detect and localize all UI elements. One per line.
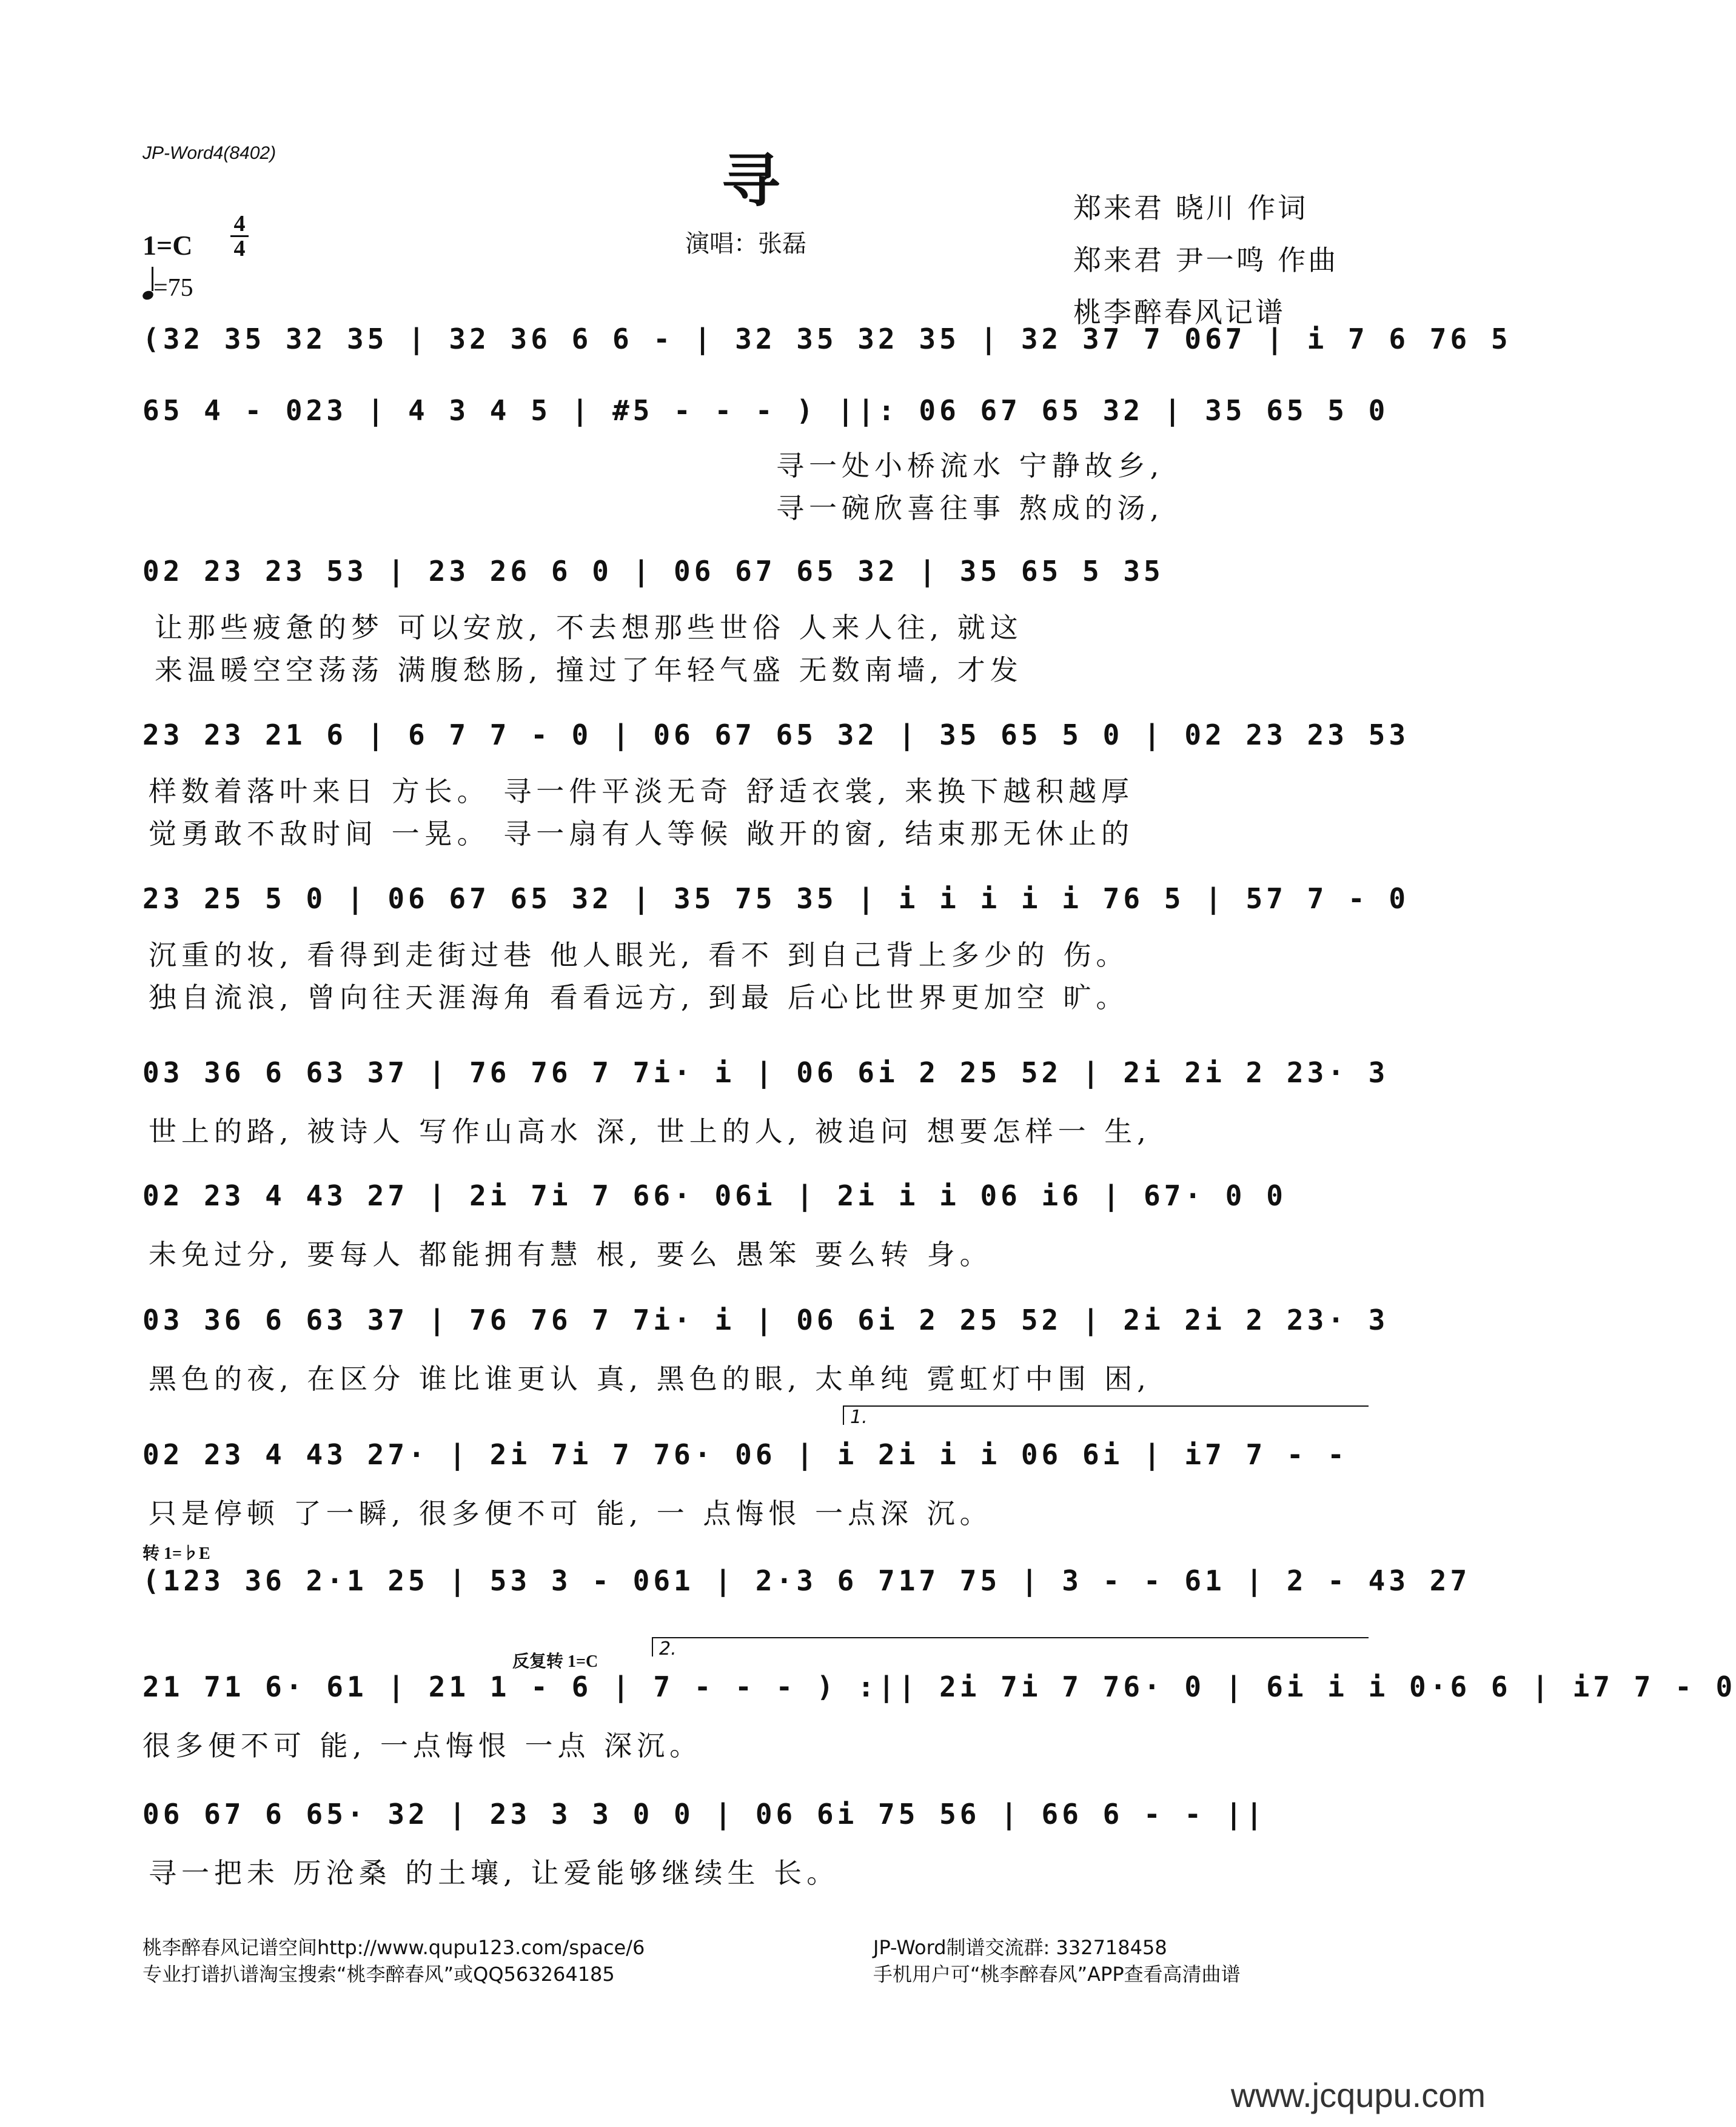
notation-line: 02 23 4 43 27· | 2i 7i 7 76· 06 | i 2i i i 06 6i | i7 7 - - bbox=[142, 1438, 1348, 1471]
footer-website: 桃李醉春风记谱空间http://www.qupu123.com/space/6 bbox=[142, 1936, 645, 1959]
lyric-verse-1: 样数着落叶来日 方长。 寻一件平淡无奇 舒适衣裳, 来换下越积越厚 bbox=[149, 775, 1134, 808]
time-signature bbox=[230, 213, 249, 259]
quarter-note-icon bbox=[141, 289, 155, 301]
key-signature: 1=C bbox=[142, 230, 193, 261]
watermark: www.jcqupu.com bbox=[1230, 2076, 1486, 2114]
lyric-verse-2: 独自流浪, 曾向往天涯海角 看看远方, 到最 后心比世界更加空 旷。 bbox=[149, 981, 1129, 1014]
lyric-line: 黑色的夜, 在区分 谁比谁更认 真, 黑色的眼, 太单纯 霓虹灯中围 困, bbox=[149, 1362, 1151, 1395]
notation-line: (32 35 32 35 | 32 36 6 6 - | 32 35 32 35 | 32 37 7 067 | i 7 6 76 5 bbox=[142, 323, 1512, 355]
notation-line: 02 23 4 43 27 | 2i 7i 7 66· 06i | 2i i i 06 i6 | 67· 0 0 bbox=[142, 1179, 1287, 1212]
notation-line: 03 36 6 63 37 | 76 76 7 7i· i | 06 6i 2 25 52 | 2i 2i 2 23· 3 bbox=[142, 1056, 1389, 1089]
lyric-line: 很多便不可 能, 一点悔恨 一点 深沉。 bbox=[142, 1729, 703, 1762]
footer-left bbox=[142, 1934, 645, 1988]
footer-right bbox=[873, 1934, 1241, 1988]
footer-taobao: 专业打谱扒谱淘宝搜索“桃李醉春风”或QQ563264185 bbox=[142, 1963, 615, 1986]
lyric-verse-2: 觉勇敢不敌时间 一晃。 寻一扇有人等候 敞开的窗, 结束那无休止的 bbox=[149, 817, 1134, 850]
tempo-value: =75 bbox=[153, 274, 193, 302]
lyric-line: 只是停顿 了一瞬, 很多便不可 能, 一 点悔恨 一点深 沉。 bbox=[149, 1497, 993, 1530]
lyric-verse-1: 寻一处小桥流水 宁静故乡, bbox=[776, 449, 1164, 482]
transcriber-credit: 桃李醉春风记谱 bbox=[1073, 296, 1285, 329]
lyric-line: 世上的路, 被诗人 写作山高水 深, 世上的人, 被追问 想要怎样一 生, bbox=[149, 1115, 1151, 1148]
notation-line: 03 36 6 63 37 | 76 76 7 7i· i | 06 6i 2 25 52 | 2i 2i 2 23· 3 bbox=[142, 1304, 1389, 1336]
composer-credit: 郑来君 尹一鸣 作曲 bbox=[1073, 244, 1339, 276]
time-signature-bottom: 4 bbox=[233, 236, 246, 261]
volta-2: 2. bbox=[652, 1637, 1369, 1656]
notation-line: 21 71 6· 61 | 21 1 - 6 | 7 - - - ) :|| 2i 7i 7 76· 0 | 6i i i 0·6 6 | i7 7 - 0 bbox=[142, 1670, 1736, 1703]
lyric-verse-2: 来温暖空空荡荡 满腹愁肠, 撞过了年轻气盛 无数南墙, 才发 bbox=[155, 654, 1023, 686]
credits-block bbox=[1073, 182, 1338, 338]
footer-app: 手机用户可“桃李醉春风”APP查看高清曲谱 bbox=[873, 1963, 1241, 1986]
notation-line: 65 4 - 023 | 4 3 4 5 | #5 - - - ) ||: 06 67 65 32 | 35 65 5 0 bbox=[142, 394, 1389, 427]
lyric-verse-1: 让那些疲惫的梦 可以安放, 不去想那些世俗 人来人往, 就这 bbox=[155, 611, 1023, 644]
lyric-verse-1: 沉重的妆, 看得到走街过巷 他人眼光, 看不 到自己背上多少的 伤。 bbox=[149, 939, 1129, 971]
lyric-line: 未免过分, 要每人 都能拥有慧 根, 要么 愚笨 要么转 身。 bbox=[149, 1238, 993, 1271]
notation-line: 23 23 21 6 | 6 7 7 - 0 | 06 67 65 32 | 35 65 5 0 | 02 23 23 53 bbox=[142, 718, 1410, 751]
tempo-marking bbox=[142, 272, 193, 303]
singer-credit: 演唱：张磊 bbox=[685, 230, 806, 258]
volta-1: 1. bbox=[843, 1405, 1369, 1425]
time-signature-top: 4 bbox=[233, 211, 246, 236]
notation-line: (123 36 2·1 25 | 53 3 - 061 | 2·3 6 717 75 | 3 - - 61 | 2 - 43 27 bbox=[142, 1564, 1471, 1597]
lyric-line: 寻一把未 历沧桑 的土壤, 让爱能够继续生 长。 bbox=[149, 1857, 840, 1889]
modulation-mark: 转 1=♭E bbox=[142, 1544, 210, 1563]
song-title: 寻 bbox=[722, 147, 780, 215]
lyric-verse-2: 寻一碗欣喜往事 熬成的汤, bbox=[776, 492, 1164, 524]
notation-line: 23 25 5 0 | 06 67 65 32 | 35 75 35 | i i i i i 76 5 | 57 7 - 0 bbox=[142, 882, 1410, 915]
lyricist-credit: 郑来君 晓川 作词 bbox=[1073, 192, 1309, 224]
notation-line: 02 23 23 53 | 23 26 6 0 | 06 67 65 32 | 35 65 5 35 bbox=[142, 555, 1164, 588]
footer-group: JP-Word制谱交流群: 332718458 bbox=[873, 1936, 1167, 1959]
software-label: JP-Word4(8402) bbox=[142, 143, 276, 163]
repeat-return-mark: 反复转 1=C bbox=[512, 1652, 598, 1671]
notation-line: 06 67 6 65· 32 | 23 3 3 0 0 | 06 6i 75 56 | 66 6 - - || bbox=[142, 1798, 1267, 1831]
